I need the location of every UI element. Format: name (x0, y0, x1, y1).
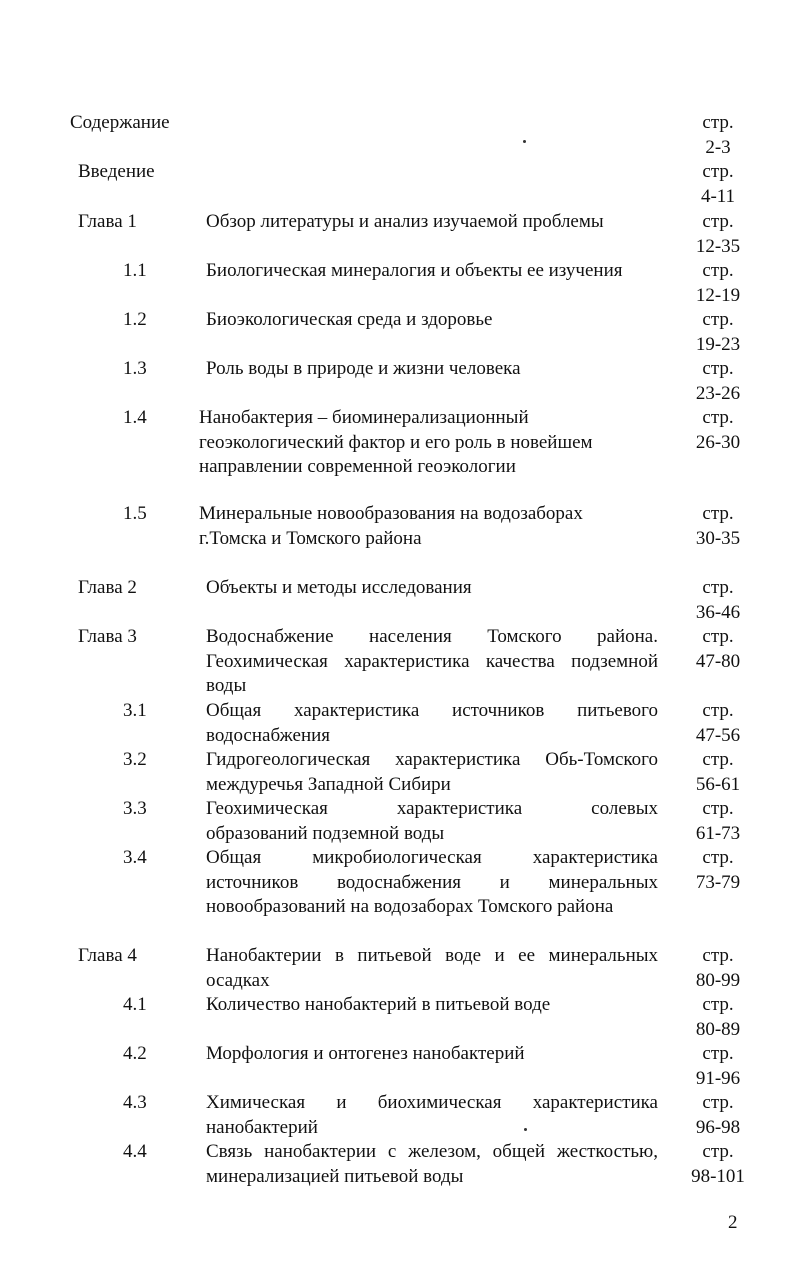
entry-label: 3.1 (123, 700, 147, 721)
entry-label: 1.5 (123, 503, 147, 524)
entry-label: 1.1 (123, 260, 147, 281)
entry-label: 1.3 (123, 358, 147, 379)
entry-title-line: водоснабжения (206, 724, 331, 746)
entry-title-line: Роль воды в природе и жизни человека (206, 358, 521, 379)
entry-title (206, 699, 658, 748)
pages-range: 19-23 (695, 333, 741, 355)
entry-title-line: Водоснабжение населения Томского района. (206, 626, 658, 647)
scan-speck (523, 140, 526, 143)
pages-label: стр. (702, 847, 734, 868)
entry-pages (688, 748, 748, 797)
entry-title-line: источников водоснабжения и минеральных (206, 871, 658, 893)
entry-label: 4.1 (123, 994, 147, 1015)
pages-label: стр. (702, 407, 734, 428)
pages-range: 36-46 (695, 601, 741, 623)
entry-title-line: нанобактерий (206, 1116, 318, 1138)
entry-title-line: г.Томска и Томского района (199, 527, 422, 549)
entry-title (206, 797, 658, 846)
entry-label: 3.4 (123, 847, 147, 868)
pages-label: стр. (702, 112, 734, 133)
entry-title (206, 357, 658, 382)
entry-title-line: Биоэкологическая среда и здоровье (206, 309, 493, 330)
entry-pages (688, 944, 748, 993)
entry-label: 3.2 (123, 749, 147, 770)
scan-speck (524, 1128, 527, 1131)
entry-pages (688, 1140, 748, 1189)
entry-title-line: Биологическая минералогия и объекты ее изучения (206, 260, 623, 281)
pages-label: стр. (702, 994, 734, 1015)
pages-range: 91-96 (695, 1067, 741, 1089)
entry-pages (688, 502, 748, 551)
entry-title-line: воды (206, 675, 247, 696)
entry-title (206, 576, 658, 601)
pages-label: стр. (702, 260, 734, 281)
pages-label: стр. (702, 161, 734, 182)
entry-pages (688, 576, 748, 625)
entry-title (206, 625, 658, 699)
entry-title-line: Количество нанобактерий в питьевой воде (206, 994, 551, 1015)
entry-title (206, 308, 658, 333)
entry-title (206, 210, 658, 235)
entry-label: 1.4 (123, 407, 147, 428)
pages-range: 23-26 (695, 382, 741, 404)
entry-pages (688, 160, 748, 209)
pages-label: стр. (702, 700, 734, 721)
entry-title (206, 748, 658, 797)
pages-range: 47-56 (695, 724, 741, 746)
entry-title-line: минерализацией питьевой воды (206, 1165, 464, 1187)
pages-label: стр. (702, 626, 734, 647)
entry-pages (688, 1042, 748, 1091)
pages-range: 73-79 (695, 871, 741, 893)
pages-range: 96-98 (695, 1116, 741, 1138)
entry-title-line: междуречья Западной Сибири (206, 773, 451, 795)
entry-pages (688, 625, 748, 674)
pages-range: 80-99 (695, 969, 741, 991)
entry-title (206, 1042, 658, 1067)
entry-pages (688, 993, 748, 1042)
page-number: 2 (728, 1212, 738, 1233)
entry-title-line: Общая микробиологическая характеристика (206, 847, 658, 868)
toc-header-title: Содержание (70, 112, 170, 133)
entry-title (199, 406, 658, 480)
pages-label: стр. (702, 309, 734, 330)
entry-pages (688, 846, 748, 895)
entry-title-line: геоэкологический фактор и его роль в новейшем (199, 431, 593, 453)
pages-range: 56-61 (695, 773, 741, 795)
entry-pages (688, 797, 748, 846)
pages-label: стр. (702, 1043, 734, 1064)
pages-range: 12-19 (695, 284, 741, 306)
pages-range: 61-73 (695, 822, 741, 844)
entry-pages (688, 699, 748, 748)
pages-label: стр. (702, 945, 734, 966)
entry-title-line: Нанобактерия – биоминерализационный (199, 407, 529, 428)
entry-label: 4.3 (123, 1092, 147, 1113)
entry-label: 1.2 (123, 309, 147, 330)
entry-label: Введение (78, 161, 155, 182)
pages-range: 47-80 (695, 650, 741, 672)
entry-title-line: Геохимическая характеристика качества подземной (206, 650, 658, 672)
entry-title-line: направлении современной геоэкологии (199, 456, 516, 477)
pages-label: стр. (702, 358, 734, 379)
pages-label: стр. (702, 211, 734, 232)
pages-range: 26-30 (695, 431, 741, 453)
entry-pages (688, 357, 748, 406)
entry-title-line: Морфология и онтогенез нанобактерий (206, 1043, 525, 1064)
toc-header-pages (688, 111, 748, 160)
entry-title (206, 944, 658, 993)
pages-label: стр. (702, 503, 734, 524)
entry-label: 4.2 (123, 1043, 147, 1064)
entry-title-line: Геохимическая характеристика солевых (206, 798, 658, 819)
entry-title (206, 1091, 658, 1140)
entry-title-line: Объекты и методы исследования (206, 577, 472, 598)
pages-range: 80-89 (695, 1018, 741, 1040)
entry-label: 4.4 (123, 1141, 147, 1162)
pages-label: стр. (702, 1141, 734, 1162)
entry-title-line: образований подземной воды (206, 822, 445, 844)
pages-label: стр. (702, 749, 734, 770)
entry-title-line: Общая характеристика источников питьевого (206, 700, 658, 721)
entry-title (206, 993, 658, 1018)
pages-range: 2-3 (705, 136, 731, 158)
entry-label: Глава 2 (78, 577, 137, 598)
entry-title-line: Связь нанобактерии с железом, общей жесткостью, (206, 1141, 658, 1162)
entry-pages (688, 406, 748, 455)
entry-title-line: Химическая и биохимическая характеристика (206, 1092, 658, 1113)
entry-label: Глава 3 (78, 626, 137, 647)
entry-title-line: новообразований на водозаборах Томского района (206, 896, 614, 917)
entry-title (199, 502, 658, 551)
entry-title-line: Обзор литературы и анализ изучаемой проблемы (206, 211, 604, 232)
entry-title (206, 846, 658, 920)
entry-pages (688, 308, 748, 357)
pages-range: 98-101 (691, 1165, 745, 1187)
entry-title-line: осадках (206, 969, 270, 991)
pages-range: 12-35 (695, 235, 741, 257)
entry-pages (688, 1091, 748, 1140)
pages-label: стр. (702, 798, 734, 819)
entry-title-line: Гидрогеологическая характеристика Обь-Томского (206, 749, 658, 770)
entry-title (206, 259, 658, 284)
pages-range: 4-11 (700, 185, 736, 207)
entry-pages (688, 210, 748, 259)
entry-title-line: Минеральные новообразования на водозаборах (199, 503, 583, 524)
entry-title-line: Нанобактерии в питьевой воде и ее минеральных (206, 945, 658, 966)
pages-range: 30-35 (695, 527, 741, 549)
entry-label: Глава 4 (78, 945, 137, 966)
entry-label: 3.3 (123, 798, 147, 819)
pages-label: стр. (702, 1092, 734, 1113)
entry-pages (688, 259, 748, 308)
entry-label: Глава 1 (78, 211, 137, 232)
pages-label: стр. (702, 577, 734, 598)
entry-title (206, 1140, 658, 1189)
